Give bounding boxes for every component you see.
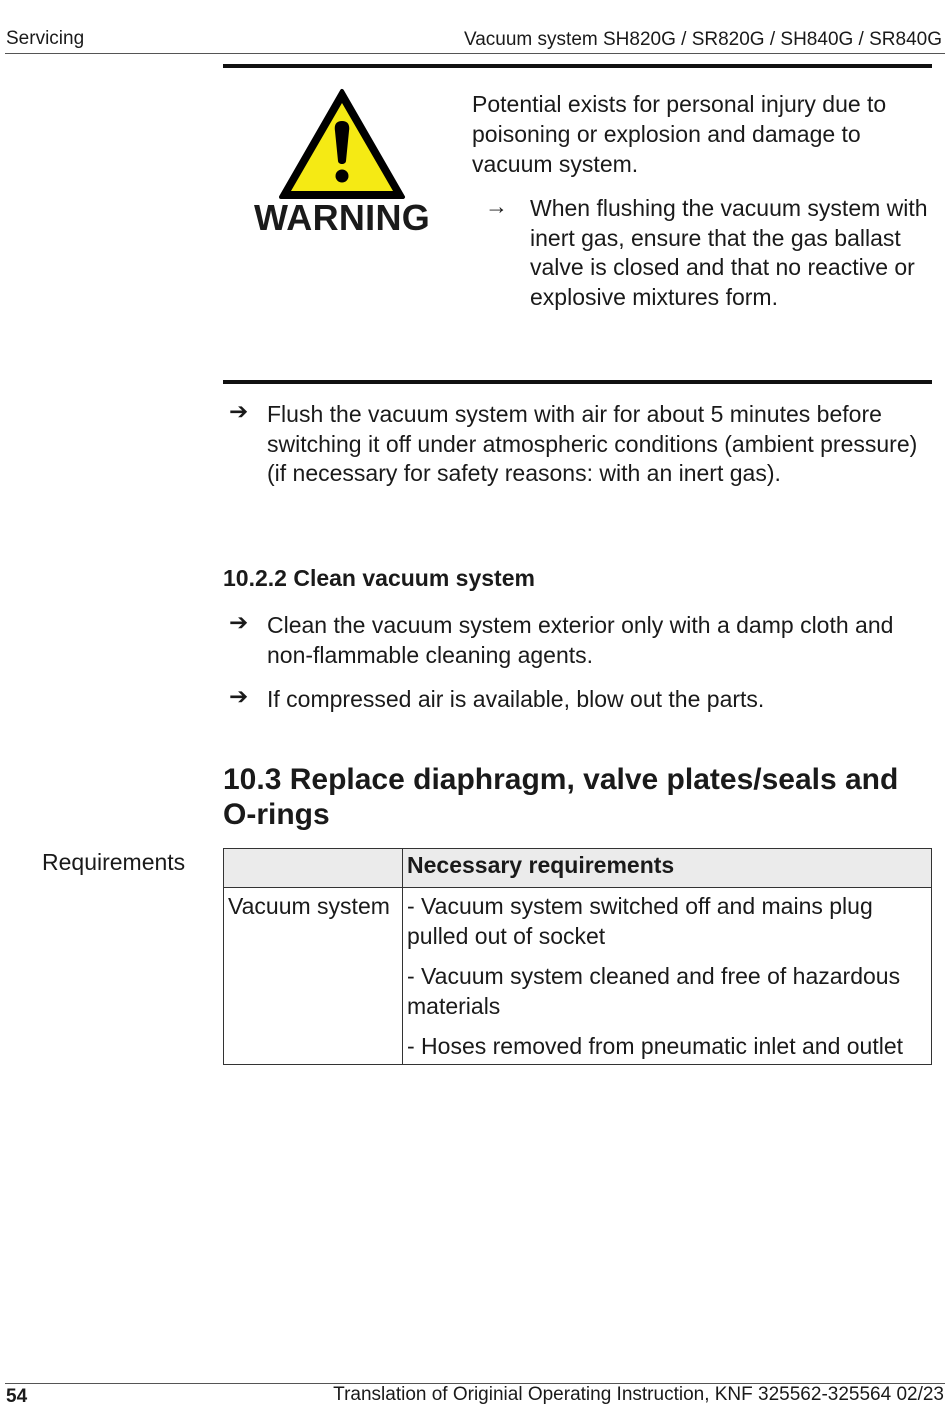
arrow-right-icon: → xyxy=(485,193,508,219)
warning-hazard-text: Potential exists for personal injury due to poisoning or explosion and damage to vacuum system. xyxy=(472,91,887,177)
warning-bottom-rule xyxy=(223,380,932,384)
warning-signal-word: WARNING xyxy=(254,197,431,238)
arrow-right-icon: ➔ xyxy=(229,683,249,709)
replace-section-heading: 10.3 Replace diaphragm, valve plates/seals and O-rings xyxy=(223,763,899,831)
table-requirements-cell xyxy=(403,888,932,1065)
requirement-item: - Hoses removed from pneumatic inlet and outlet xyxy=(407,1033,904,1059)
table-row-label: Vacuum system xyxy=(224,888,403,1065)
arrow-right-icon: ➔ xyxy=(229,609,249,635)
requirement-item: - Vacuum system switched off and mains plug pulled out of socket xyxy=(407,893,873,949)
warning-top-rule xyxy=(223,64,932,68)
clean-section-heading: 10.2.2 Clean vacuum system xyxy=(223,565,535,591)
warning-triangle-icon xyxy=(277,87,407,201)
requirements-table xyxy=(223,848,932,1065)
clean-step-text: Clean the vacuum system exterior only with a damp cloth and non-flammable cleaning agents. xyxy=(267,612,894,668)
blowout-step-text: If compressed air is available, blow out the parts. xyxy=(267,686,765,712)
requirement-item: - Vacuum system cleaned and free of hazardous materials xyxy=(407,963,901,1019)
page-number: 54 xyxy=(6,1386,28,1407)
table-header-empty xyxy=(224,849,403,888)
header-product-title: Vacuum system SH820G / SR820G / SH840G / SR840G xyxy=(463,29,942,50)
table-row xyxy=(224,888,932,1065)
header-section-title: Servicing xyxy=(6,28,85,49)
header-divider xyxy=(5,53,945,54)
flush-step-text: Flush the vacuum system with air for about 5 minutes before switching it off under atmospheric conditions (ambient pressure) (if necessary for safety reasons: with an inert gas). xyxy=(267,401,918,486)
requirements-label: Requirements xyxy=(42,849,186,875)
table-header-requirements: Necessary requirements xyxy=(403,849,932,888)
table-header-row xyxy=(224,849,932,888)
warning-action-text: When flushing the vacuum system with inert gas, ensure that the gas ballast valve is closed and that no reactive or explosive mixtures form. xyxy=(530,195,928,310)
arrow-right-icon: ➔ xyxy=(229,398,249,424)
footer-document-reference: Translation of Originial Operating Instruction, KNF 325562-325564 02/23 xyxy=(333,1384,944,1405)
